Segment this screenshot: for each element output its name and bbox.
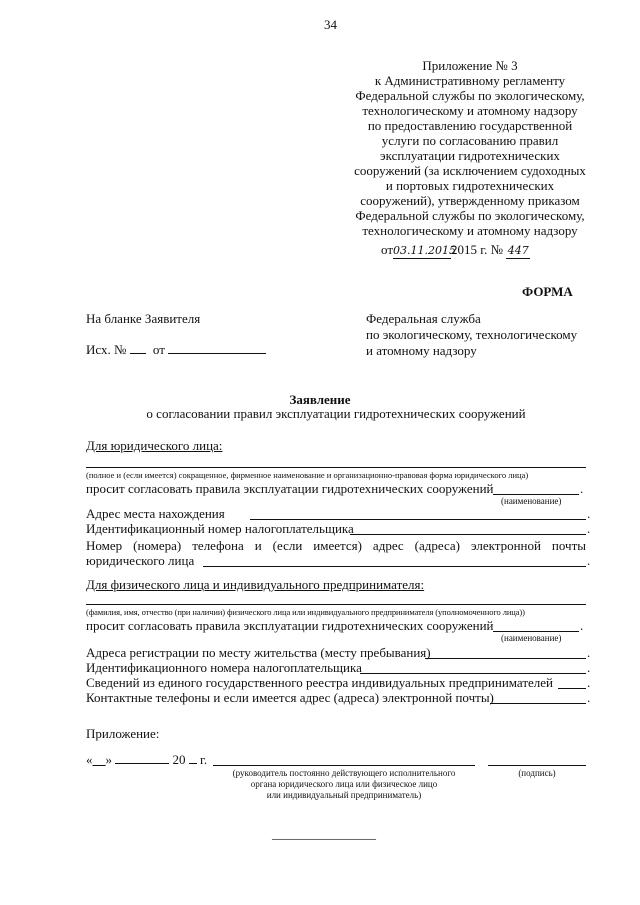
period: . <box>587 521 591 536</box>
year-prefix: 20 <box>172 752 186 767</box>
appendix-line: Приложение № 3 <box>422 58 518 73</box>
document-subtitle: о согласовании правил эксплуатации гидротехнических сооружений <box>146 406 526 421</box>
signatory-caption: (руководитель постоянно действующего исполнительного органа юридического лица или физическое лицо или индивидуальный предприниматель) <box>232 768 456 800</box>
outgoing-date-field[interactable] <box>168 353 266 354</box>
appendix-line: сооружений), утвержденному приказом <box>360 193 580 208</box>
outgoing-from-label: от <box>152 342 165 357</box>
recipient-line-2: по экологическому, технологическому <box>366 327 578 342</box>
individual-egrip-label: Сведений из единого государственного реестра индивидуальных предпринимателей <box>86 675 554 690</box>
date-month-field[interactable] <box>115 763 169 764</box>
individual-contacts-label: Контактные телефоны и если имеется адрес (адреса) электронной почты) <box>86 690 494 705</box>
order-number-handwritten: 447 <box>507 244 529 257</box>
date-close-quote: » <box>105 752 112 767</box>
signature-date-line <box>86 752 207 767</box>
appendix-line: Федеральной службы по экологическому, <box>355 88 585 103</box>
signatory-field[interactable] <box>213 765 475 766</box>
page-number: 34 <box>324 17 337 32</box>
individual-name-field[interactable] <box>86 604 586 605</box>
legal-name-caption: (полное и (если имеется) сокращенное, фирменное наименование и организационно-правовая форма юридического лица) <box>86 470 529 480</box>
legal-phone-field[interactable] <box>203 566 586 567</box>
individual-name-hint: (наименование) <box>501 633 562 643</box>
signature-caption: (подпись) <box>518 768 556 778</box>
individual-registration-label: Адреса регистрации по месту жительства (месту пребывания) <box>86 645 431 660</box>
legal-object-name-field[interactable] <box>493 494 579 495</box>
document-title: Заявление <box>289 392 351 407</box>
forma-label: ФОРМА <box>522 284 573 299</box>
period: . <box>587 645 591 660</box>
period: . <box>587 553 591 568</box>
appendix-line: технологическому и атомному надзору <box>362 103 578 118</box>
legal-phone-label-1: Номер (номера) телефона и (если имеется) адрес (адреса) электронной почты <box>86 538 586 553</box>
year-suffix: г. <box>200 752 208 767</box>
outgoing-number-field[interactable] <box>130 353 146 354</box>
appendix-line: Федеральной службы по экологическому, <box>355 208 585 223</box>
individual-object-name-field[interactable] <box>493 631 579 632</box>
appendix-line: сооружений (за исключением судоходных <box>354 163 586 178</box>
signature-field[interactable] <box>488 765 586 766</box>
period: . <box>587 506 591 521</box>
outgoing-label: Исх. № <box>86 342 127 357</box>
individual-registration-field[interactable] <box>425 658 586 659</box>
appendix-line: услуги по согласованию правил <box>381 133 559 148</box>
period: . <box>587 660 591 675</box>
period: . <box>580 481 584 496</box>
date-open-quote: « <box>86 752 93 767</box>
appendix-block <box>330 58 610 238</box>
legal-phone-label-2: юридического лица <box>86 553 195 568</box>
recipient-block <box>366 311 577 359</box>
appendix-line: и портовых гидротехнических <box>385 178 555 193</box>
legal-name-field[interactable] <box>86 467 586 468</box>
recipient-line-3: и атомному надзору <box>366 343 477 358</box>
appendix-line: эксплуатации гидротехнических <box>380 148 560 163</box>
individual-contacts-field[interactable] <box>490 703 586 704</box>
appendix-line: к Административному регламенту <box>374 73 566 88</box>
order-date-handwritten: 03.11.2015 <box>393 244 456 257</box>
legal-inn-label: Идентификационный номер налогоплательщика <box>86 521 354 536</box>
legal-address-label: Адрес места нахождения <box>86 506 225 521</box>
individual-inn-label: Идентификационного номера налогоплательщика <box>86 660 362 675</box>
letterhead-label: На бланке Заявителя <box>86 311 201 326</box>
legal-heading: Для юридического лица: <box>86 438 223 453</box>
individual-egrip-field[interactable] <box>558 688 586 689</box>
period: . <box>580 618 584 633</box>
legal-request-text: просит согласовать правила эксплуатации гидротехнических сооружений <box>86 481 494 496</box>
order-prefix: от <box>381 242 394 257</box>
legal-address-field[interactable] <box>250 519 586 520</box>
legal-inn-field[interactable] <box>350 534 586 535</box>
date-day-field[interactable]: __ <box>92 752 106 767</box>
period: . <box>587 675 591 690</box>
outgoing-number <box>86 342 266 357</box>
order-line <box>381 242 530 259</box>
appendix-line: по предоставлению государственной <box>367 118 573 133</box>
legal-name-hint: (наименование) <box>501 496 562 506</box>
appendix-line: технологическому и атомному надзору <box>362 223 578 238</box>
order-year-text: 2015 г. № <box>451 242 504 257</box>
period: . <box>587 690 591 705</box>
recipient-line-1: Федеральная служба <box>366 311 481 326</box>
individual-heading: Для физического лица и индивидуального предпринимателя: <box>86 577 425 592</box>
individual-request-text: просит согласовать правила эксплуатации гидротехнических сооружений <box>86 618 494 633</box>
individual-inn-field[interactable] <box>360 673 586 674</box>
individual-name-caption: (фамилия, имя, отчество (при наличии) физического лица или индивидуального предпринимателя (уполномоченного лица)) <box>86 607 525 617</box>
date-year-field[interactable] <box>189 763 197 764</box>
attachment-label: Приложение: <box>86 726 160 741</box>
footer-line: ________________ <box>272 826 376 841</box>
